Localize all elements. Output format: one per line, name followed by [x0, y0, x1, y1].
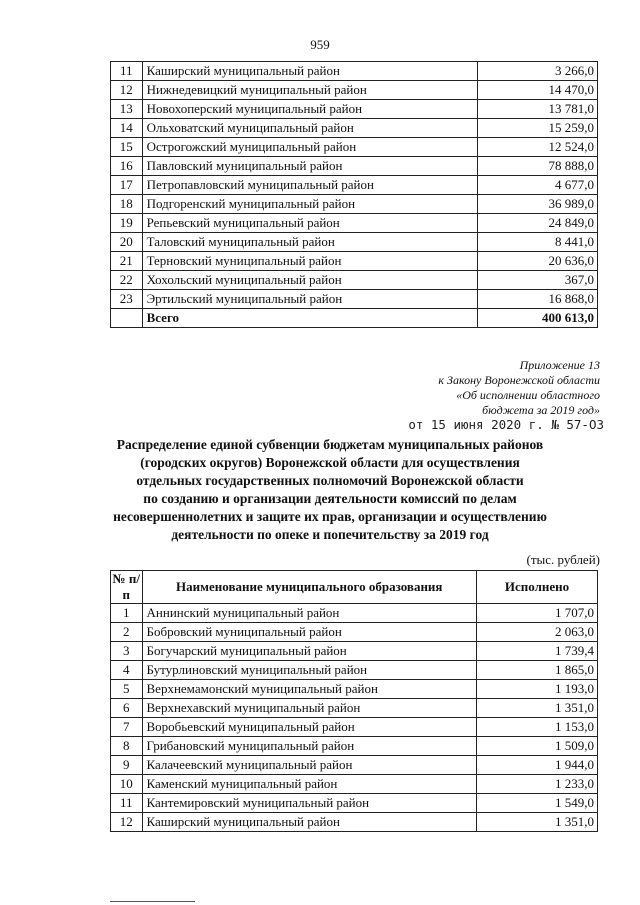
- table-row: [111, 756, 598, 775]
- row-name: Воробьевский муниципальный район: [142, 718, 476, 737]
- table-row: [111, 623, 598, 642]
- table-row: [111, 775, 598, 794]
- row-name: Ольховатский муниципальный район: [142, 119, 477, 138]
- row-value: 1 509,0: [477, 737, 598, 756]
- row-name: Верхнехавский муниципальный район: [142, 699, 476, 718]
- row-number: 12: [111, 813, 143, 832]
- footnote-divider: [110, 901, 195, 902]
- row-name: Нижнедевицкий муниципальный район: [142, 81, 477, 100]
- title-line-4: по созданию и организации деятельности комиссий по делам: [143, 491, 517, 506]
- row-value: 16 868,0: [477, 290, 597, 309]
- row-number: 18: [111, 195, 143, 214]
- row-value: 15 259,0: [477, 119, 597, 138]
- table-row: [111, 252, 598, 271]
- row-name: Павловский муниципальный район: [142, 157, 477, 176]
- row-name: Терновский муниципальный район: [142, 252, 477, 271]
- row-value: 13 781,0: [477, 100, 597, 119]
- row-value: 14 470,0: [477, 81, 597, 100]
- title-line-1: Распределение единой субвенции бюджетам муниципальных районов: [116, 437, 544, 452]
- table-row: [111, 794, 598, 813]
- row-value: 1 233,0: [477, 775, 598, 794]
- row-name: Калачеевский муниципальный район: [142, 756, 476, 775]
- row-number: 15: [111, 138, 143, 157]
- row-number: 22: [111, 271, 143, 290]
- total-row: [111, 309, 598, 328]
- title-line-6: деятельности по опеке и попечительству за 2019 год: [171, 527, 489, 542]
- row-number: 8: [111, 737, 143, 756]
- table-row: [111, 718, 598, 737]
- top-data-table: [110, 61, 598, 328]
- row-number: 2: [111, 623, 143, 642]
- document-title: [70, 436, 590, 544]
- table-row: [111, 176, 598, 195]
- row-name: Грибановский муниципальный район: [142, 737, 476, 756]
- row-value: 12 524,0: [477, 138, 597, 157]
- row-value: 1 549,0: [477, 794, 598, 813]
- row-number: 4: [111, 661, 143, 680]
- row-value: 1 944,0: [477, 756, 598, 775]
- row-value: 4 677,0: [477, 176, 597, 195]
- table-row: [111, 81, 598, 100]
- appendix-line-4: бюджета за 2019 год»: [482, 403, 600, 417]
- unit-label: (тыс. рублей): [526, 552, 600, 567]
- appendix-line-2: к Закону Воронежской области: [438, 373, 600, 387]
- row-number: 1: [111, 604, 143, 623]
- table-row: [111, 157, 598, 176]
- row-value: 1 351,0: [477, 699, 598, 718]
- table-row: [111, 604, 598, 623]
- row-number: 11: [111, 62, 143, 81]
- row-name: Аннинский муниципальный район: [142, 604, 476, 623]
- row-value: 1 351,0: [477, 813, 598, 832]
- table-row: [111, 699, 598, 718]
- table-row: [111, 138, 598, 157]
- row-number: 5: [111, 680, 143, 699]
- row-name: Кантемировский муниципальный район: [142, 794, 476, 813]
- table-row: [111, 290, 598, 309]
- header-num: № п/п: [111, 571, 143, 604]
- table-row: [111, 119, 598, 138]
- page-number: 959: [310, 37, 330, 52]
- row-number: 7: [111, 718, 143, 737]
- row-number: 6: [111, 699, 143, 718]
- row-value: 24 849,0: [477, 214, 597, 233]
- table-row: [111, 642, 598, 661]
- row-value: 367,0: [477, 271, 597, 290]
- row-number: 23: [111, 290, 143, 309]
- row-value: 1 865,0: [477, 661, 598, 680]
- row-number: 9: [111, 756, 143, 775]
- row-number: 10: [111, 775, 143, 794]
- row-number: 14: [111, 119, 143, 138]
- total-label: Всего: [142, 309, 477, 328]
- row-number: 21: [111, 252, 143, 271]
- table-row: [111, 680, 598, 699]
- total-empty-cell: [111, 309, 143, 328]
- row-name: Каменский муниципальный район: [142, 775, 476, 794]
- row-value: 3 266,0: [477, 62, 597, 81]
- header-row: [111, 571, 598, 604]
- table-row: [111, 214, 598, 233]
- total-value: 400 613,0: [477, 309, 597, 328]
- row-name: Верхнемамонский муниципальный район: [142, 680, 476, 699]
- title-line-5: несовершеннолетних и защите их прав, организации и осуществлению: [113, 509, 547, 524]
- appendix-line-3: «Об исполнении областного: [456, 388, 600, 402]
- table-row: [111, 661, 598, 680]
- title-line-2: (городских округов) Воронежской области для осуществления: [140, 455, 520, 470]
- row-number: 19: [111, 214, 143, 233]
- table-row: [111, 62, 598, 81]
- row-number: 20: [111, 233, 143, 252]
- row-name: Новохоперский муниципальный район: [142, 100, 477, 119]
- decree-reference: от 15 июня 2020 г. № 57-ОЗ: [408, 417, 604, 432]
- row-value: 36 989,0: [477, 195, 597, 214]
- table-row: [111, 195, 598, 214]
- table-row: [111, 737, 598, 756]
- row-name: Петропавловский муниципальный район: [142, 176, 477, 195]
- header-name: Наименование муниципального образования: [142, 571, 476, 604]
- row-value: 2 063,0: [477, 623, 598, 642]
- row-name: Эртильский муниципальный район: [142, 290, 477, 309]
- row-number: 16: [111, 157, 143, 176]
- table-row: [111, 100, 598, 119]
- row-value: 1 739,4: [477, 642, 598, 661]
- row-name: Острогожский муниципальный район: [142, 138, 477, 157]
- row-value: 8 441,0: [477, 233, 597, 252]
- row-name: Каширский муниципальный район: [142, 813, 476, 832]
- row-name: Подгоренский муниципальный район: [142, 195, 477, 214]
- bottom-data-table: [110, 570, 598, 832]
- table-row: [111, 271, 598, 290]
- table-row: [111, 813, 598, 832]
- row-name: Богучарский муниципальный район: [142, 642, 476, 661]
- row-value: 1 707,0: [477, 604, 598, 623]
- row-value: 1 193,0: [477, 680, 598, 699]
- row-number: 17: [111, 176, 143, 195]
- row-name: Бобровский муниципальный район: [142, 623, 476, 642]
- title-line-3: отдельных государственных полномочий Воронежской области: [136, 473, 524, 488]
- row-number: 13: [111, 100, 143, 119]
- row-name: Каширский муниципальный район: [142, 62, 477, 81]
- row-name: Бутурлиновский муниципальный район: [142, 661, 476, 680]
- bottom-table-body: [111, 604, 598, 832]
- row-name: Таловский муниципальный район: [142, 233, 477, 252]
- table-row: [111, 233, 598, 252]
- row-value: 1 153,0: [477, 718, 598, 737]
- row-value: 78 888,0: [477, 157, 597, 176]
- appendix-line-1: Приложение 13: [519, 358, 600, 372]
- row-number: 3: [111, 642, 143, 661]
- header-value: Исполнено: [477, 571, 598, 604]
- row-number: 11: [111, 794, 143, 813]
- top-table-body: [111, 62, 598, 328]
- row-name: Репьевский муниципальный район: [142, 214, 477, 233]
- row-number: 12: [111, 81, 143, 100]
- row-name: Хохольский муниципальный район: [142, 271, 477, 290]
- row-value: 20 636,0: [477, 252, 597, 271]
